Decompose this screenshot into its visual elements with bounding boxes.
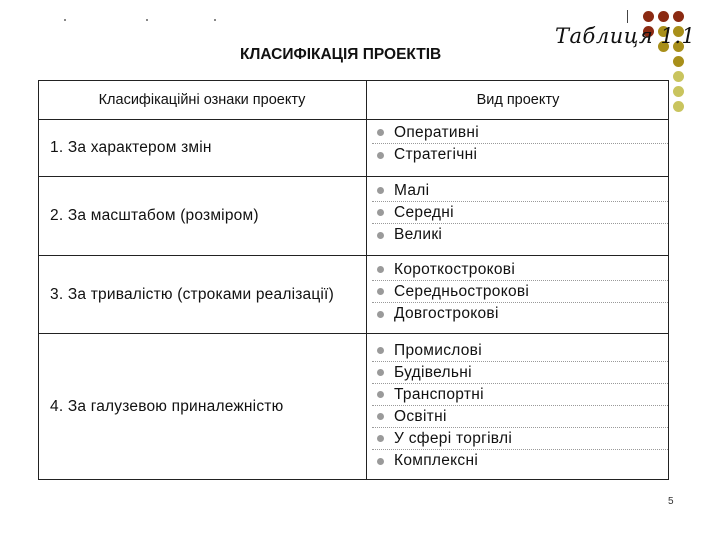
project-type-item: [372, 428, 668, 450]
project-type-label: Великі: [394, 226, 443, 243]
project-type-label: Освітні: [394, 407, 447, 425]
project-type-label: У сфері торгівлі: [394, 429, 513, 447]
project-type-item: [372, 303, 668, 325]
decorative-mark: [214, 19, 216, 21]
project-type-label: Оперативні: [394, 123, 479, 141]
column-header-criteria: Класифікаційні ознаки проекту: [98, 91, 306, 108]
project-type-label: Довгострокові: [394, 305, 499, 322]
bullet-icon: [377, 369, 384, 376]
project-type-label: Будівельні: [394, 363, 472, 381]
column-divider: [366, 80, 367, 480]
decorative-mark: [64, 19, 66, 21]
project-type-label: Короткострокові: [394, 260, 516, 278]
project-type-label: Середньострокові: [394, 282, 530, 300]
bullet-icon: [377, 311, 384, 318]
criterion-cell: 3. За тривалістю (строками реалізації): [50, 285, 334, 303]
decorative-dot: [673, 71, 684, 82]
bullet-icon: [377, 266, 384, 273]
project-type-item: [372, 281, 668, 303]
project-type-label: Промислові: [394, 341, 482, 359]
project-type-item: [372, 144, 668, 166]
table-title: КЛАСИФІКАЦІЯ ПРОЕКТІВ: [240, 46, 442, 63]
criterion-cell: 1. За характером змін: [50, 139, 212, 156]
project-type-item: [372, 122, 668, 144]
project-type-item: [372, 224, 668, 246]
criterion-cell: 4. За галузевою приналежністю: [50, 398, 284, 415]
project-type-item: [372, 362, 668, 384]
decorative-mark: [146, 19, 148, 21]
decorative-dot: [673, 11, 684, 22]
bullet-icon: [377, 288, 384, 295]
project-type-item: [372, 202, 668, 224]
table-caption: Таблиця 1.1: [555, 24, 696, 48]
decorative-dot: [643, 11, 654, 22]
decorative-dot: [673, 101, 684, 112]
project-type-item: [372, 384, 668, 406]
decorative-dot: [658, 11, 669, 22]
project-type-item: [372, 259, 668, 281]
bullet-icon: [377, 209, 384, 216]
bullet-icon: [377, 152, 384, 159]
decorative-tick: [627, 10, 628, 23]
bullet-icon: [377, 458, 384, 465]
bullet-icon: [377, 232, 384, 239]
bullet-icon: [377, 435, 384, 442]
page-number: 5: [668, 496, 674, 507]
project-type-item: [372, 180, 668, 202]
bullet-icon: [377, 129, 384, 136]
project-type-label: Малі: [394, 181, 430, 199]
bullet-icon: [377, 391, 384, 398]
project-type-label: Транспортні: [394, 385, 484, 403]
project-type-label: Середні: [394, 203, 454, 221]
decorative-dot: [673, 56, 684, 67]
project-type-label: Стратегічні: [394, 146, 478, 163]
bullet-icon: [377, 187, 384, 194]
project-type-label: Комплексні: [394, 452, 479, 469]
bullet-icon: [377, 413, 384, 420]
project-type-item: [372, 450, 668, 472]
bullet-icon: [377, 347, 384, 354]
decorative-dot: [673, 86, 684, 97]
criterion-cell: 2. За масштабом (розміром): [50, 207, 259, 224]
project-type-item: [372, 406, 668, 428]
project-type-item: [372, 340, 668, 362]
column-header-types: Вид проекту: [476, 91, 560, 108]
